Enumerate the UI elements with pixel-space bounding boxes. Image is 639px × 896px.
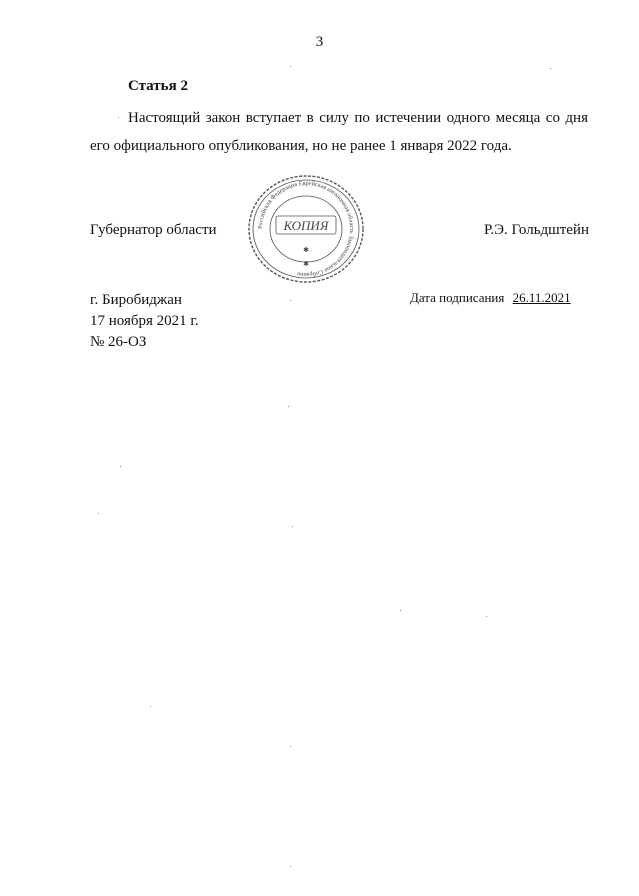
scan-speck [290, 66, 291, 67]
scan-speck [288, 406, 289, 407]
scan-speck [120, 466, 121, 467]
signing-label: Дата подписания [410, 290, 505, 305]
scan-speck [400, 610, 401, 611]
scan-speck [292, 526, 293, 527]
signing-date-line [410, 290, 571, 306]
seal-star-icon: ✱ [303, 260, 309, 268]
adoption-date: 17 ноября 2021 г. [90, 313, 199, 329]
scan-speck [118, 117, 119, 118]
scan-speck [486, 616, 487, 617]
article-text: Настоящий закон вступает в силу по истечении одного месяца со дня его официального опубликования, но не ранее 1 января 2022 года. [90, 110, 588, 154]
page-number: 3 [315, 34, 324, 50]
scan-speck [550, 68, 551, 69]
governor-name: Р.Э. Гольдштейн [483, 222, 589, 238]
seal-ring-text: Российская Федерация Еврейская автономная область Законодательное Собрание [256, 179, 356, 279]
city: г. Биробиджан [90, 292, 182, 308]
seal-star-icon: ✱ [303, 246, 309, 254]
seal-center-text: КОПИЯ [283, 218, 329, 233]
signing-date: 26.11.2021 [512, 290, 571, 305]
article-heading: Статья 2 [128, 78, 188, 94]
law-number: № 26-ОЗ [90, 334, 147, 350]
scan-speck [290, 300, 291, 301]
scan-speck [98, 513, 99, 514]
official-seal-stamp [246, 174, 366, 284]
scan-speck [290, 746, 291, 747]
scan-speck [150, 706, 151, 707]
governor-title: Губернатор области [90, 222, 217, 238]
scan-speck [290, 866, 291, 867]
